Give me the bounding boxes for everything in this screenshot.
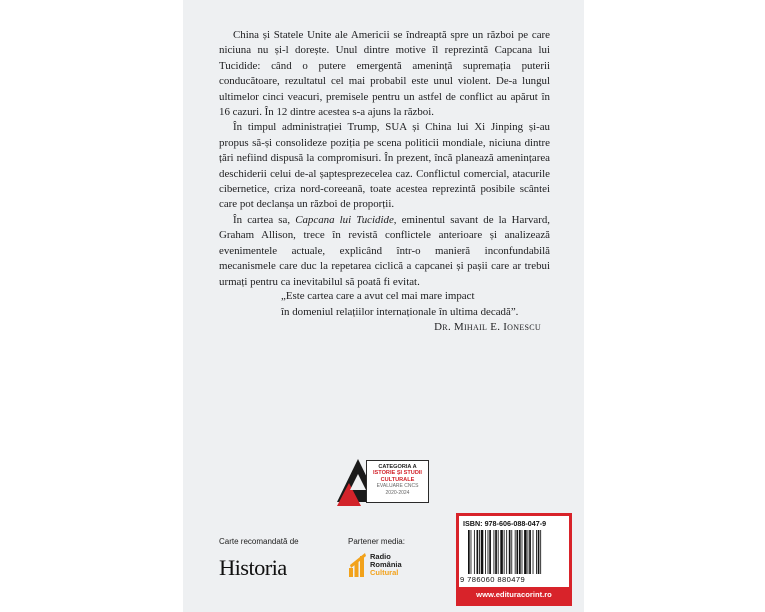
historia-logo: Historia	[219, 555, 287, 580]
barcode-number: 9 786060 880479	[460, 575, 526, 584]
badge-line-4: EVALUARE CNCS	[376, 483, 419, 490]
blurb-paragraph-3	[219, 213, 550, 290]
badge-label-box	[366, 460, 429, 503]
badge-line-2: ISTORIE ȘI STUDII	[372, 470, 422, 477]
badge-line-5: 2020-2024	[385, 489, 410, 496]
back-cover	[183, 0, 584, 612]
radio-romania-logo	[348, 552, 428, 582]
quote-line-2: în domeniul relațiilor internaționale în ultima decadă”.	[281, 305, 519, 318]
radio-wave-icon	[348, 552, 368, 578]
endorsement-quote	[281, 289, 551, 336]
book-title-italic: Capcana lui Tucidide	[295, 213, 394, 226]
isbn-text: ISBN: 978-606-088-047-9	[463, 519, 547, 528]
blurb-p3-prefix: În cartea sa,	[233, 213, 296, 226]
radio-line-2: România	[370, 560, 402, 570]
recommended-label: Carte recomandată de	[219, 537, 299, 546]
radio-line-1: Radio	[370, 552, 391, 561]
quote-author: Dr. Mihail E. Ionescu	[434, 321, 541, 333]
media-partner-label: Partener media:	[348, 537, 405, 546]
isbn-block	[456, 513, 572, 606]
category-badge	[336, 456, 436, 509]
blurb-paragraph-1: China și Statele Unite ale Americii se îndreaptă spre un război pe care niciuna nu și-l dorește. Unul dintre motive îl reprezintă Capcana lui Tucidide: când o putere emergentă amenință supremația puterii conducătoare, rezultatul cel mai probabil este unul violent. De-a lungul ultimelor cinci veacuri, premisele pentru un astfel de conflict au apărut în 16 cazuri. În 12 dintre acestea s-a ajuns la război.	[219, 29, 550, 119]
blurb-text	[219, 28, 550, 290]
barcode-image	[468, 530, 564, 574]
quote-line-1: „Este cartea care a avut cel mai mare impact	[281, 290, 475, 302]
badge-line-3: CULTURALE	[380, 476, 415, 483]
publisher-website: www.edituracorint.ro	[476, 590, 552, 599]
blurb-p3-rest: , eminentul savant de la Harvard, Graham Allison, trece în revistă conflictele anterioare și analizează evenimentele actuale, explicând într-o manieră inconfundabilă mecanismele care duc la repetarea ciclică a capcanei și pașii care ar trebui urmați pentru ca inevitabilul să poată fi evitat.	[219, 213, 551, 288]
radio-line-3: Cultural	[370, 568, 399, 578]
badge-line-1: CATEGORIA A	[378, 464, 417, 470]
blurb-paragraph-2: În timpul administrației Trump, SUA și China lui Xi Jinping și-au propus să-și consolideze poziția pe scena politicii mondiale, niciuna dintre țări nefiind dispusă la compromisuri. În prezent, încă planează amenințarea deschiderii celui de-al șaptesprezecelea caz. Conflictul comercial, atacurile cibernetice, criza nord-coreeană, toate acestea reprezintă posibile scântei care pot declanșa un război de proporții.	[219, 121, 550, 211]
